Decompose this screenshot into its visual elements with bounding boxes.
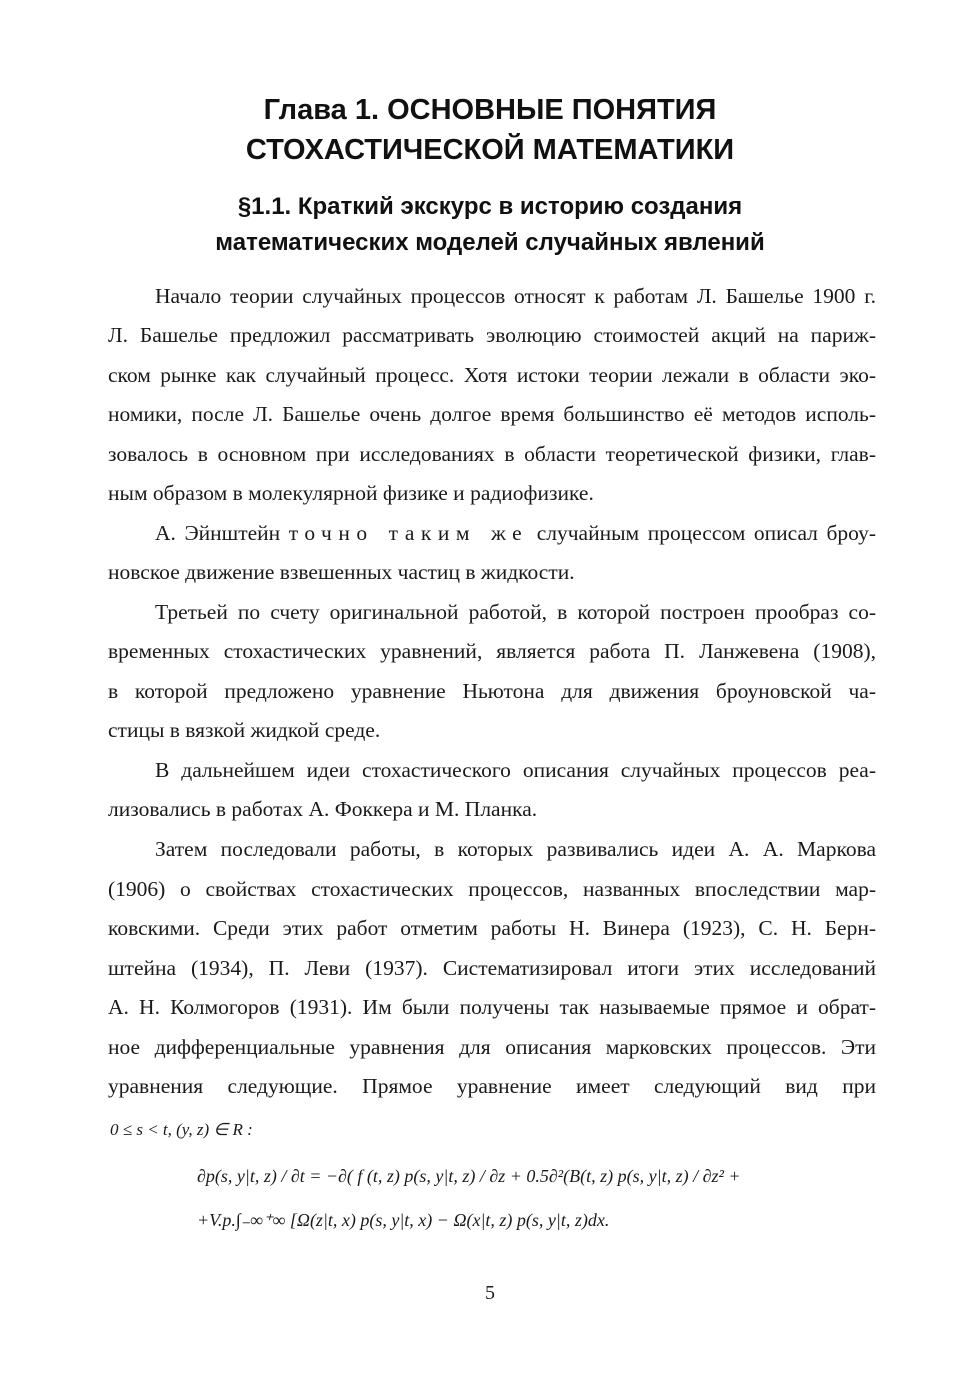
p5-line-5: А. Н. Колмогоров (1931). Им были получены так называемые прямое и обрат- xyxy=(108,995,876,1019)
p3-line-1: Третьей по счету оригинальной работой, в которой построен прообраз со- xyxy=(155,600,876,624)
p1-line-5: зовалось в основном при исследованиях в области теоретической физики, глав- xyxy=(108,442,876,466)
math-condition: 0 ≤ s < t, (y, z) ∈ R : xyxy=(110,1120,253,1139)
p4-line-1: В дальнейшем идеи стохастического описания случайных процессов реа- xyxy=(155,758,876,782)
equation-line-2: +V.p.∫₋∞⁺∞ [Ω(z|t, x) p(s, y|t, x) − Ω(x|t, z) p(s, y|t, z)dx. xyxy=(197,1210,610,1230)
p2-line-2: новское движение взвешенных частиц в жидкости. xyxy=(108,560,575,584)
p5-line-1: Затем последовали работы, в которых развивались идеи А. А. Маркова xyxy=(155,837,876,861)
p1-line-4: номики, после Л. Башелье очень долгое время большинство её методов исполь- xyxy=(108,402,876,426)
p5-line-6: ное дифференциальные уравнения для описания марковских процессов. Эти xyxy=(108,1035,876,1059)
p1-line-2: Л. Башелье предложил рассматривать эволюцию стоимостей акций на париж- xyxy=(108,323,876,347)
p2-spaced-emphasis: точно таким же xyxy=(288,521,529,545)
section-title-line-2: математических моделей случайных явлений xyxy=(215,229,765,256)
section-title-line-1: §1.1. Краткий экскурс в историю создания xyxy=(237,193,743,220)
p2-line-1-end: случайным процессом описал броу- xyxy=(536,521,876,545)
p5-line-2: (1906) о свойствах стохастических процессов, названных впоследствии мар- xyxy=(108,877,876,901)
p1-line-1: Начало теории случайных процессов относят к работам Л. Башелье 1900 г. xyxy=(155,284,876,308)
p3-line-4: стицы в вязкой жидкой среде. xyxy=(108,718,381,742)
p1-line-6: ным образом в молекулярной физике и радиофизике. xyxy=(108,481,594,505)
p5-line-4: штейна (1934), П. Леви (1937). Систематизировал итоги этих исследований xyxy=(108,956,876,980)
p5-line-7: уравнения следующие. Прямое уравнение имеет следующий вид при xyxy=(108,1074,876,1098)
p3-line-2: временных стохастических уравнений, является работа П. Ланжевена (1908), xyxy=(108,639,876,663)
p1-line-3: ском рынке как случайный процесс. Хотя истоки теории лежали в области эко- xyxy=(108,363,876,387)
p3-line-3: в которой предложено уравнение Ньютона для движения броуновской ча- xyxy=(108,679,876,703)
p5-line-3: ковскими. Среди этих работ отметим работы Н. Винера (1923), С. Н. Берн- xyxy=(108,916,876,940)
p2-line-1 xyxy=(155,520,876,546)
p2-line-1-start: А. Эйнштейн xyxy=(155,521,281,545)
p4-line-2: лизовались в работах А. Фоккера и М. Планка. xyxy=(108,797,538,821)
chapter-title-line-1: Глава 1. ОСНОВНЫЕ ПОНЯТИЯ xyxy=(263,94,717,126)
page-number: 5 xyxy=(485,1282,495,1304)
chapter-title-line-2: СТОХАСТИЧЕСКОЙ МАТЕМАТИКИ xyxy=(245,134,735,166)
equation-line-1: ∂p(s, y|t, z) / ∂t = −∂( f (t, z) p(s, y|t, z) / ∂z + 0.5∂²(B(t, z) p(s, y|t, z) / ∂z² + xyxy=(197,1166,741,1186)
